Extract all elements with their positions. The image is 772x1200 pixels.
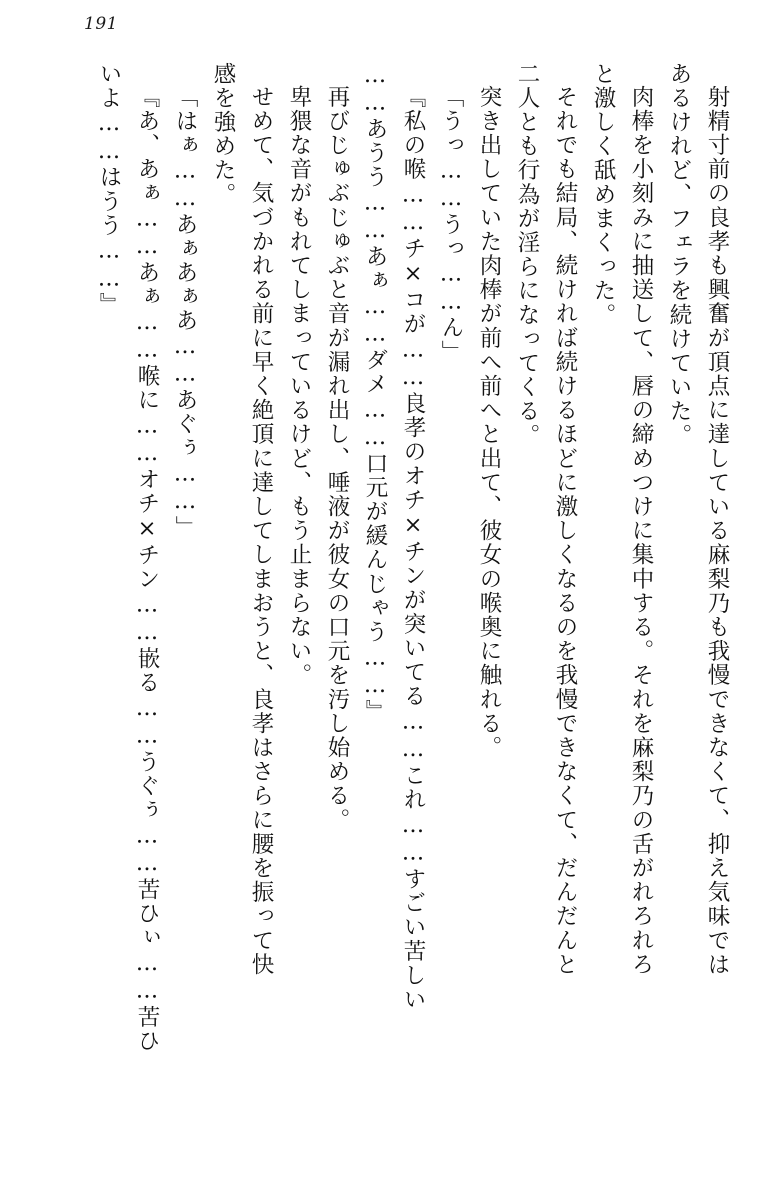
text-column: 再びじゅぶじゅぶと音が漏れ出し、唾液が彼女の口元を汚し始める。 — [324, 85, 350, 833]
text-column: それでも結局、続ければ続けるほどに激しくなるのを我慢できなくて、だんだんと — [552, 85, 578, 977]
text-column: 二人とも行為が淫らになってくる。 — [514, 62, 540, 448]
vertical-text-body — [44, 62, 728, 1170]
text-column: せめて、気づかれる前に早く絶頂に達してしまおうと、良孝はさらに腰を振って快 — [248, 85, 274, 977]
text-column: 「はぁ……あぁあぁあ……あぐぅ……」 — [172, 85, 198, 540]
text-column: と激しく舐めまくった。 — [590, 62, 616, 328]
page-number: 191 — [84, 14, 118, 34]
text-column: 『あ、あぁ……あぁ……喉に……オチ×チン……嵌る……うぐぅ……苦ひぃ……苦ひ — [134, 85, 160, 1054]
text-column: 卑猥な音がもれてしまっているけど、もう止まらない。 — [286, 85, 312, 688]
text-column: あるけれど、フェラを続けていた。 — [666, 62, 692, 448]
text-column: 肉棒を小刻みに抽送して、唇の締めつけに集中する。それを麻梨乃の舌がれろれろ — [628, 85, 654, 977]
text-column: 『私の喉……チ×コが……良孝のオチ×チンが突いてる……これ……すごい苦しい — [400, 85, 426, 1012]
text-column: 射精寸前の良孝も興奮が頂点に達している麻梨乃も我慢できなくて、抑え気味では — [704, 85, 730, 977]
text-column: 「うっ……うっ……ん」 — [438, 85, 464, 365]
text-column: いよ……はうう……』 — [96, 62, 122, 317]
text-column: 突き出していた肉棒が前へ前へと出て、彼女の喉奥に触れる。 — [476, 85, 502, 760]
text-column: 感を強めた。 — [210, 62, 236, 207]
text-column: ……あうう……あぁ……ダメ……口元が緩んじゃう……』 — [362, 62, 388, 724]
